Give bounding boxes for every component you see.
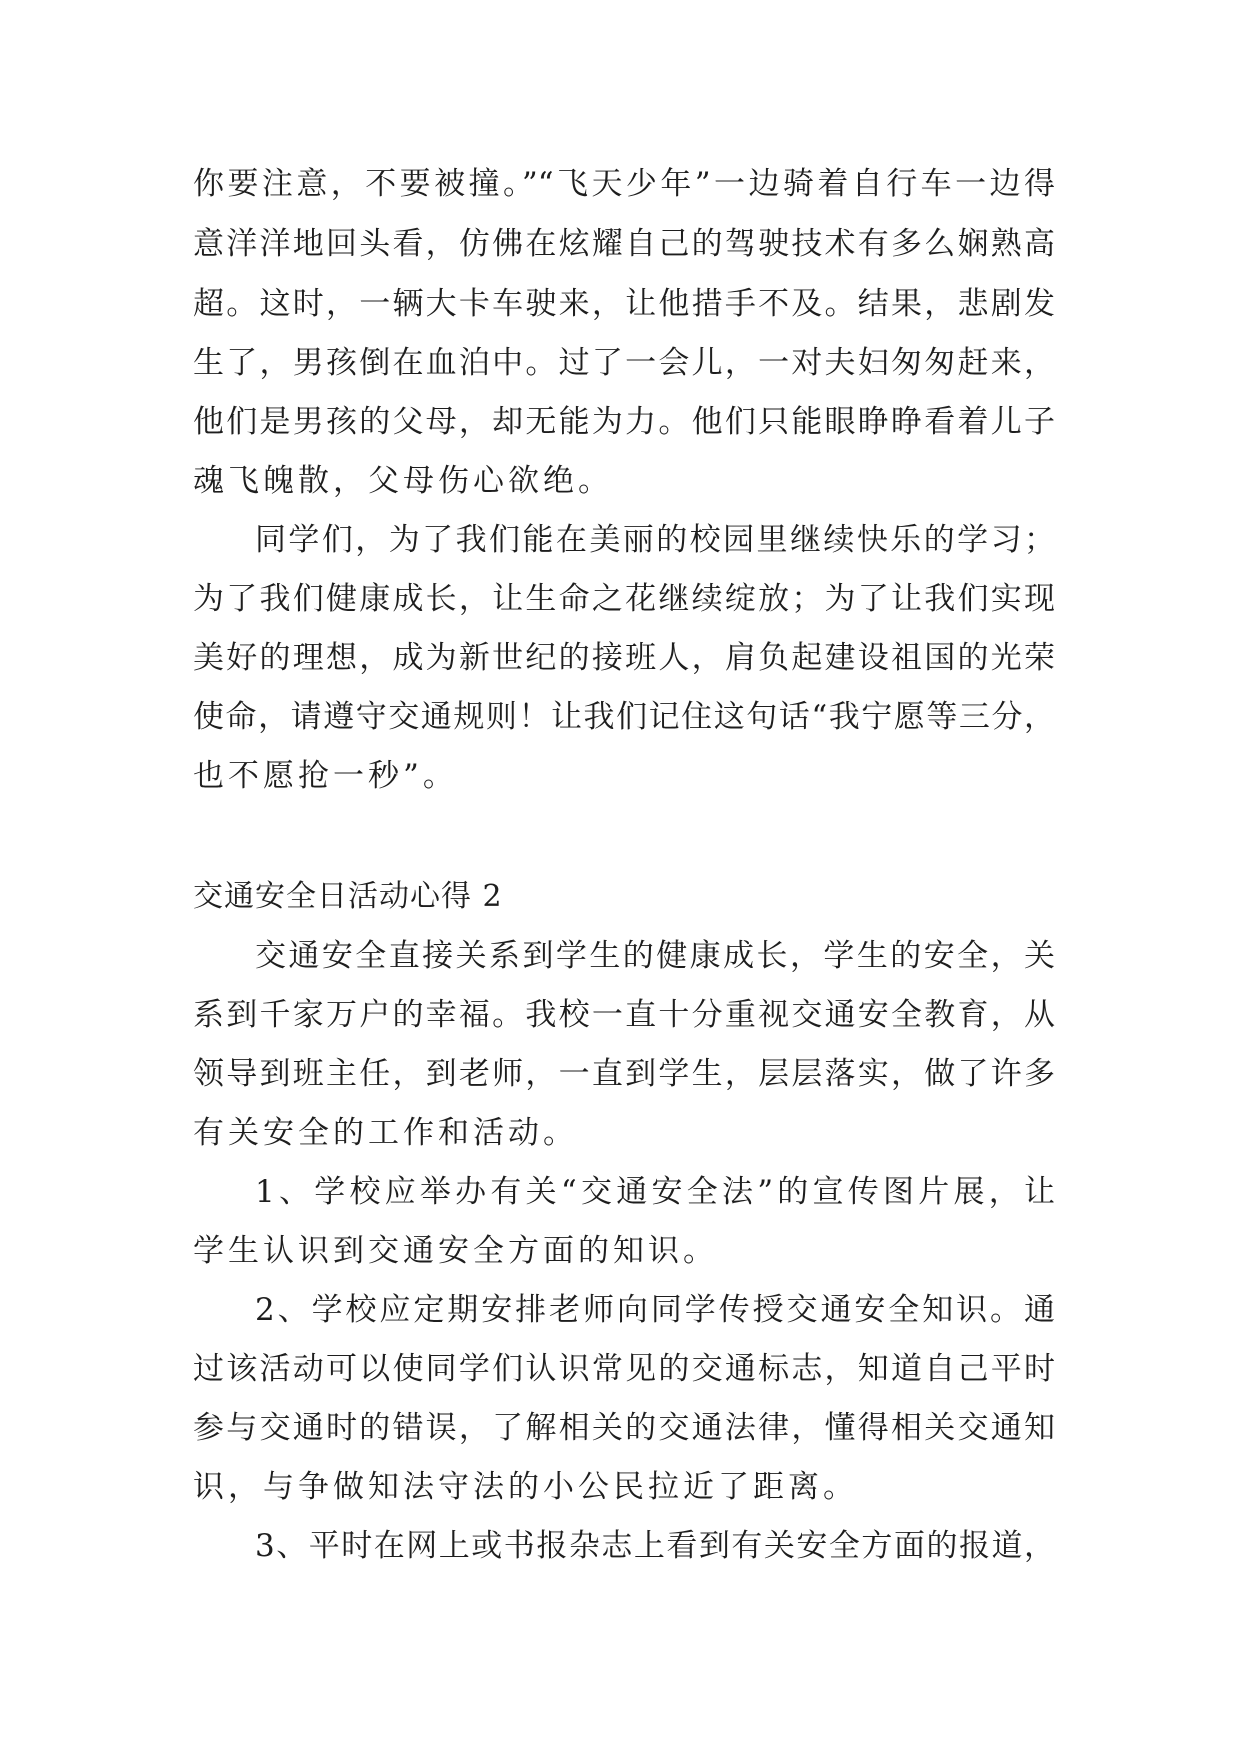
text-line: 2、学校应定期安排老师向同学传授交通安全知识。通 [255, 1292, 1055, 1328]
text-line: 识，与争做知法守法的小公民拉近了距离。 [193, 1469, 858, 1505]
text-line: 美好的理想，成为新世纪的接班人，肩负起建设祖国的光荣 [193, 640, 1055, 676]
text-line: 学生认识到交通安全方面的知识。 [193, 1233, 718, 1269]
text-line: 参与交通时的错误，了解相关的交通法律，懂得相关交通知 [193, 1410, 1055, 1446]
text-line: 交通安全直接关系到学生的健康成长，学生的安全，关 [255, 938, 1055, 974]
text-line: 过该活动可以使同学们认识常见的交通标志，知道自己平时 [193, 1351, 1055, 1387]
text-line: 同学们，为了我们能在美丽的校园里继续快乐的学习； [255, 522, 1055, 558]
text-line: 他们是男孩的父母，却无能为力。他们只能眼睁睁看着儿子 [193, 404, 1055, 440]
text-line: 你要注意，不要被撞。”“飞天少年”一边骑着自行车一边得 [193, 166, 1055, 202]
text-line: 也不愿抢一秒”。 [193, 758, 458, 794]
text-line: 系到千家万户的幸福。我校一直十分重视交通安全教育，从 [193, 997, 1055, 1033]
text-line: 领导到班主任，到老师，一直到学生，层层落实，做了许多 [193, 1056, 1055, 1092]
text-line: 使命，请遵守交通规则！让我们记住这句话“我宁愿等三分， [193, 699, 1055, 735]
text-line: 意洋洋地回头看，仿佛在炫耀自己的驾驶技术有多么娴熟高 [193, 226, 1055, 262]
text-line: 有关安全的工作和活动。 [193, 1115, 578, 1151]
text-line: 3、平时在网上或书报杂志上看到有关安全方面的报道， [255, 1528, 1055, 1564]
text-line: 魂飞魄散，父母伤心欲绝。 [193, 463, 613, 499]
text-line: 1、学校应举办有关“交通安全法”的宣传图片展，让 [255, 1174, 1055, 1210]
section-title: 交通安全日活动心得 2 [193, 879, 503, 914]
text-line: 生了，男孩倒在血泊中。过了一会儿，一对夫妇匆匆赶来， [193, 345, 1055, 381]
text-line: 为了我们健康成长，让生命之花继续绽放；为了让我们实现 [193, 581, 1055, 617]
text-line: 超。这时，一辆大卡车驶来，让他措手不及。结果，悲剧发 [193, 286, 1055, 322]
